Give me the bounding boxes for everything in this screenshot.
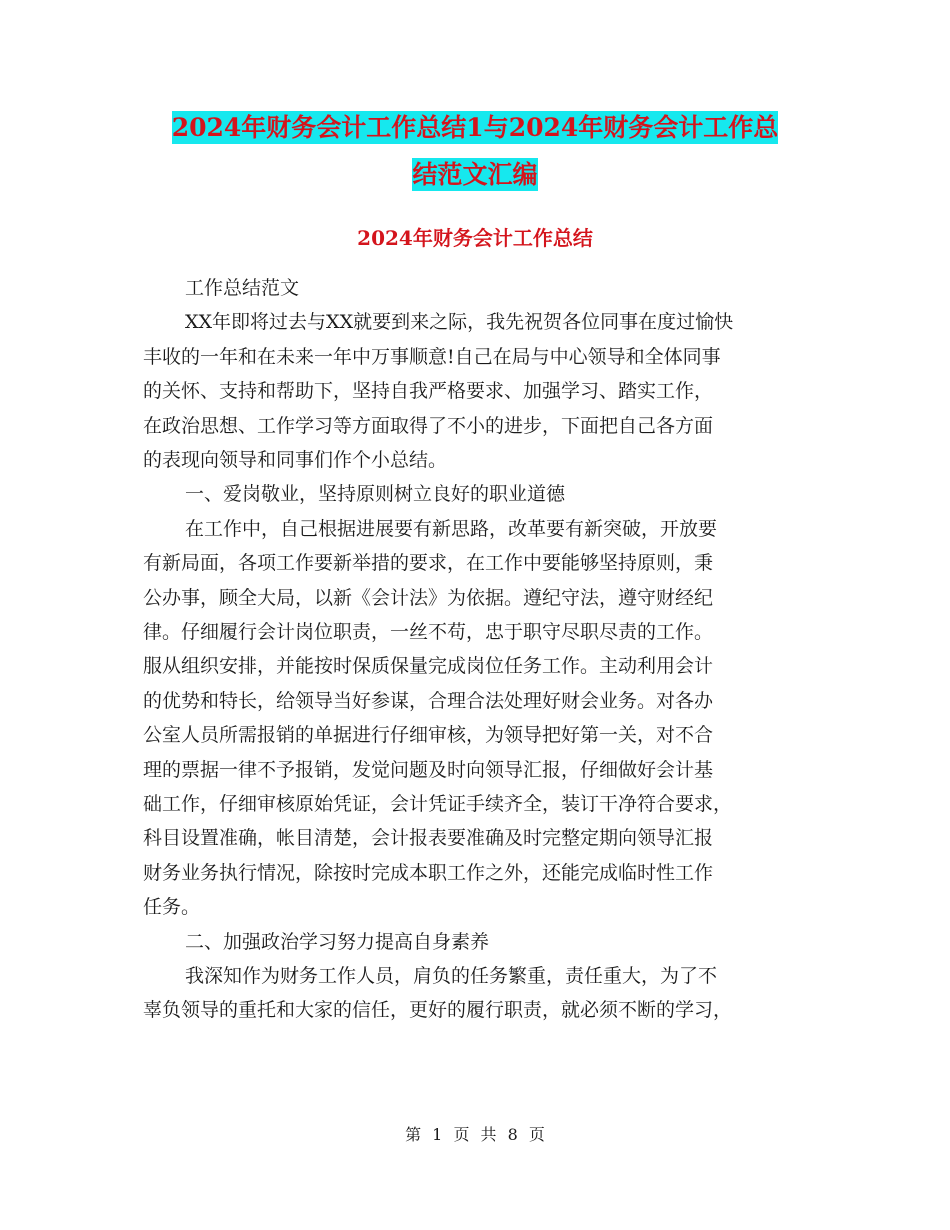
text-line: 公室人员所需报销的单据进行仔细审核，为领导把好第一关，对不合 bbox=[143, 724, 714, 747]
text-line: XX年即将过去与XX就要到来之际，我先祝贺各位同事在度过愉快 bbox=[185, 311, 734, 334]
section-heading: 2024年财务会计工作总结 bbox=[357, 226, 593, 250]
text-line: 科目设置准确，帐目清楚，会计报表要准确及时完整定期向领导汇报 bbox=[143, 827, 714, 850]
text-line: 在政治思想、工作学习等方面取得了不小的进步，下面把自己各方面 bbox=[143, 414, 714, 437]
text-line: 一、爱岗敬业，坚持原则树立良好的职业道德 bbox=[185, 483, 566, 506]
text-line: 的优势和特长，给领导当好参谋，合理合法处理好财会业务。对各办 bbox=[143, 689, 714, 712]
text-line: 公办事，顾全大局，以新《会计法》为依据。遵纪守法，遵守财经纪 bbox=[143, 586, 714, 609]
document-title-line-1: 2024年财务会计工作总结1与2024年财务会计工作总 bbox=[171, 113, 779, 142]
text-line: 的表现向领导和同事们作个小总结。 bbox=[143, 449, 448, 471]
text-line: 二、加强政治学习努力提高自身素养 bbox=[185, 930, 490, 953]
text-line: 础工作，仔细审核原始凭证，会计凭证手续齐全，装订干净符合要求， bbox=[143, 793, 733, 815]
document-title-line-2: 结范文汇编 bbox=[412, 160, 538, 189]
text-line: 理的票据一律不予报销，发觉问题及时向领导汇报，仔细做好会计基 bbox=[143, 758, 714, 781]
text-line: 辜负领导的重托和大家的信任，更好的履行职责，就必须不断的学习， bbox=[143, 999, 733, 1022]
text-line: 丰收的一年和在未来一年中万事顺意!自己在局与中心领导和全体同事 bbox=[143, 345, 721, 368]
text-line: 我深知作为财务工作人员，肩负的任务繁重，责任重大，为了不 bbox=[185, 965, 718, 987]
text-line: 工作总结范文 bbox=[185, 277, 300, 299]
text-line: 在工作中，自己根据进展要有新思路，改革要有新突破，开放要 bbox=[185, 517, 718, 540]
page-footer: 第 1 页 共 8 页 bbox=[405, 1125, 545, 1144]
text-line: 服从组织安排，并能按时保质保量完成岗位任务工作。主动利用会计 bbox=[143, 655, 714, 678]
text-line: 有新局面，各项工作要新举措的要求，在工作中要能够坚持原则，秉 bbox=[143, 552, 714, 575]
text-line: 财务业务执行情况，除按时完成本职工作之外，还能完成临时性工作 bbox=[143, 861, 714, 884]
text-line: 的关怀、支持和帮助下，坚持自我严格要求、加强学习、踏实工作， bbox=[143, 380, 714, 403]
text-line: 律。仔细履行会计岗位职责，一丝不苟，忠于职守尽职尽责的工作。 bbox=[143, 621, 714, 643]
text-line: 任务。 bbox=[143, 896, 201, 919]
